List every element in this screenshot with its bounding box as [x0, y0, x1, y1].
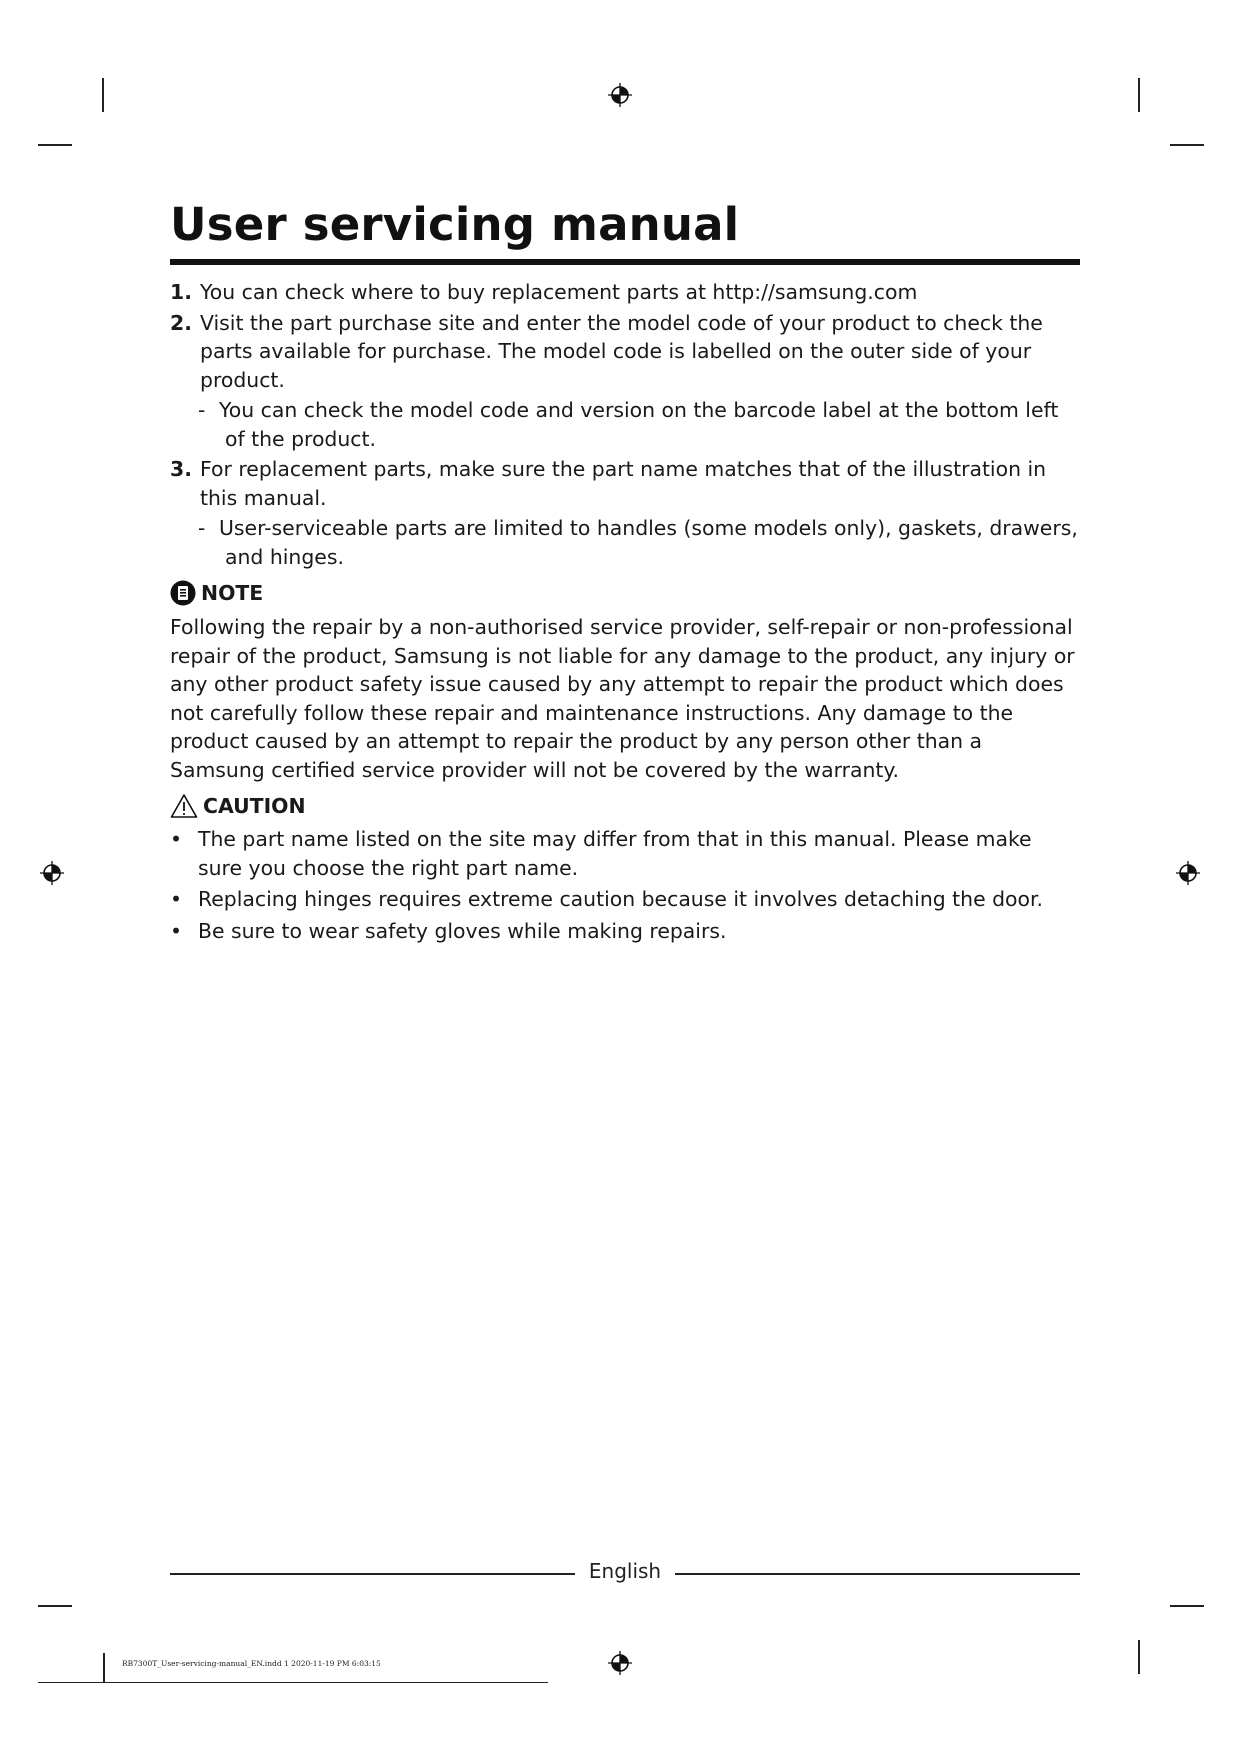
step-item — [170, 455, 1080, 512]
registration-mark-icon — [607, 82, 633, 108]
step-number: 3. — [170, 457, 192, 481]
crop-mark-bottom-right-horizontal — [1170, 1605, 1204, 1607]
step-sub-text: You can check the model code and version on the barcode label at the bottom left of the product. — [219, 398, 1059, 451]
caution-bullet: • The part name listed on the site may differ from that in this manual. Please make sure you choose the right part name. — [170, 825, 1080, 882]
step-item — [170, 309, 1080, 395]
caution-bullet: • Replacing hinges requires extreme caution because it involves detaching the door. — [170, 885, 1080, 914]
caution-label: CAUTION — [203, 793, 306, 818]
footer-rule-right — [675, 1573, 1080, 1575]
slug-rule — [38, 1682, 548, 1683]
step-number: 2. — [170, 310, 192, 335]
step-text: For replacement parts, make sure the part name matches that of the illustration in this manual. — [200, 457, 1047, 510]
note-body: Following the repair by a non-authorised service provider, self-repair or non-professional repair of the product, Samsung is not liable for any damage to the product, any injury or any other product safety issue caused by any attempt to repair the product which does not carefully follow these repair and maintenance instructions. Any damage to the product caused by an attempt to repair the product by any person other than a Samsung certified service provider will not be covered by the warranty. — [170, 615, 1075, 782]
step-sub-item: - You can check the model code and version on the barcode label at the bottom left of the product. — [192, 396, 1080, 453]
caution-bullet-text: Replacing hinges requires extreme caution because it involves detaching the door. — [198, 887, 1043, 911]
caution-bullet-text: The part name listed on the site may differ from that in this manual. Please make sure you choose the right part name. — [198, 827, 1032, 880]
title-rule — [170, 259, 1080, 265]
print-slug: RB7300T_User-servicing-manual_EN.indd 1 2020-11-19 PM 6:03:15 — [122, 1659, 381, 1668]
note-icon — [170, 580, 196, 606]
footer-language: English — [588, 1559, 662, 1583]
step-sub-item: - User-serviceable parts are limited to handles (some models only), gaskets, drawers, and hinges. — [192, 514, 1080, 571]
step-text: You can check where to buy replacement parts at http://samsung.com — [200, 280, 918, 304]
step-sub-text: User-serviceable parts are limited to handles (some models only), gaskets, drawers, and hinges. — [219, 516, 1078, 569]
crop-mark-bottom-left-horizontal — [38, 1605, 72, 1607]
warning-triangle-icon — [170, 793, 198, 819]
note-heading — [170, 577, 1080, 609]
caution-bullet: • Be sure to wear safety gloves while making repairs. — [170, 917, 1080, 946]
page-title: User servicing manual — [170, 198, 740, 251]
caution-bullet-text: Be sure to wear safety gloves while making repairs. — [198, 918, 727, 943]
step-number: 1. — [170, 280, 192, 304]
step-text: Visit the part purchase site and enter the model code of your product to check the parts available for purchase. The model code is labelled on the outer side of your product. — [200, 310, 1043, 392]
step-item — [170, 278, 1080, 307]
crop-mark-bottom-right-vertical — [1138, 1640, 1140, 1674]
crop-mark-top-left-vertical — [102, 78, 104, 112]
crop-mark-top-left-horizontal — [38, 144, 72, 146]
footer-rule-left — [170, 1573, 575, 1575]
registration-mark-icon — [39, 860, 65, 886]
registration-mark-icon — [1175, 860, 1201, 886]
note-label: NOTE — [201, 580, 264, 605]
manual-content — [170, 278, 1080, 945]
registration-mark-icon — [607, 1650, 633, 1676]
crop-mark-top-right-horizontal — [1170, 144, 1204, 146]
caution-heading — [170, 790, 1080, 822]
crop-mark-top-right-vertical — [1138, 78, 1140, 112]
crop-mark-bottom-left-vertical — [103, 1653, 105, 1683]
